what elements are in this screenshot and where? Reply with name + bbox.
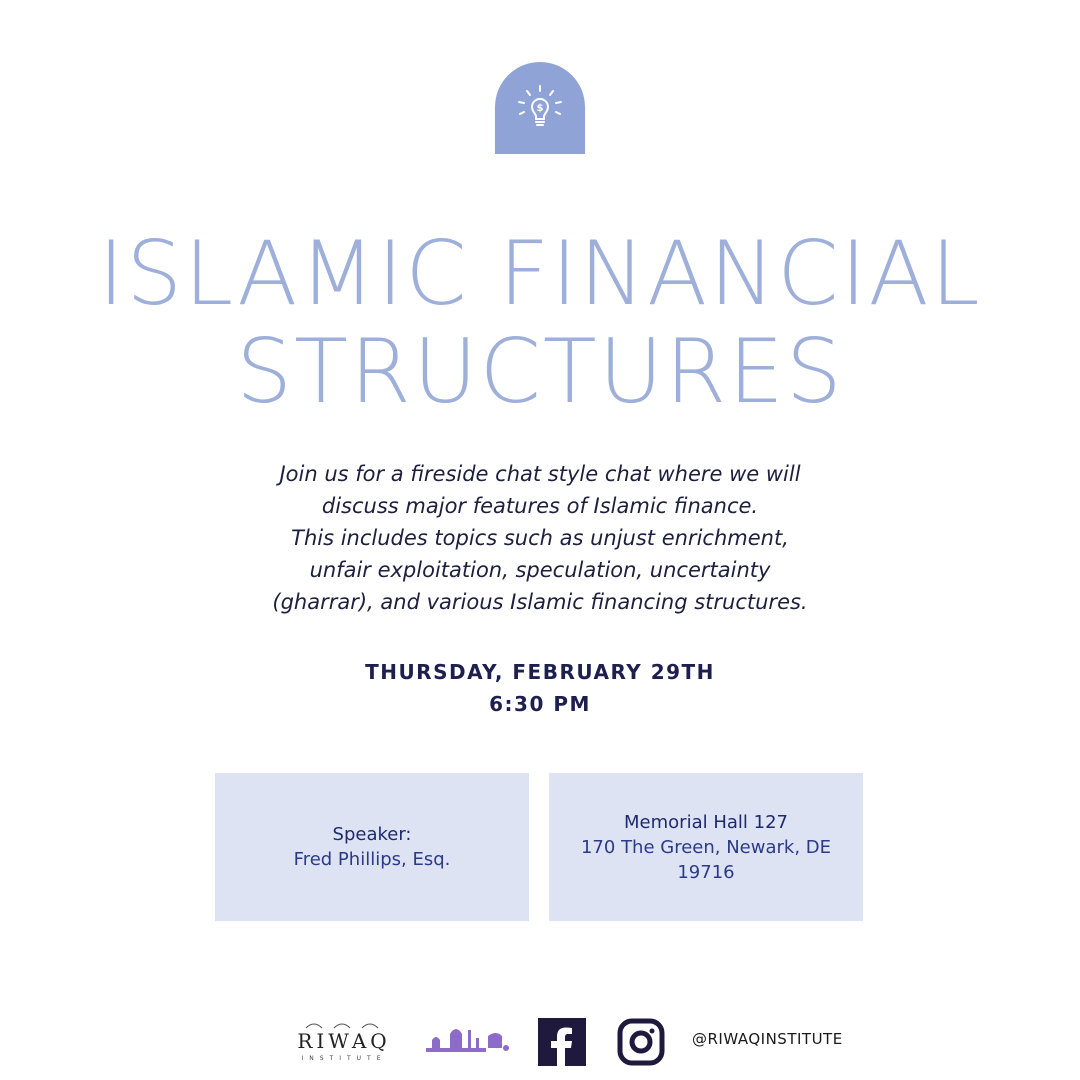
svg-text:$: $ bbox=[536, 103, 544, 114]
page-title-line1: ISLAMIC FINANCIAL bbox=[98, 222, 982, 325]
riwaq-logo-text: RIWAQ bbox=[297, 1029, 391, 1053]
location-zip: 19716 bbox=[677, 861, 735, 883]
madrasa-logo bbox=[422, 1018, 514, 1058]
page-title-line2: STRUCTURES bbox=[236, 320, 844, 423]
speaker-name: Fred Phillips, Esq. bbox=[293, 849, 451, 870]
event-time: 6:30 PM bbox=[489, 692, 591, 716]
description-line: (gharrar), and various Islamic financing structures. bbox=[272, 590, 808, 614]
event-date: THURSDAY, FEBRUARY 29TH bbox=[365, 660, 715, 684]
riwaq-logo bbox=[286, 1018, 402, 1062]
description-line: Join us for a fireside chat style chat where we will bbox=[279, 462, 801, 486]
description-line: unfair exploitation, speculation, uncertainty bbox=[309, 558, 771, 582]
lightbulb-dollar-icon bbox=[515, 84, 565, 134]
facebook-icon[interactable] bbox=[538, 1018, 586, 1066]
speaker-box bbox=[215, 773, 529, 921]
icon-arch-badge bbox=[495, 62, 585, 154]
speaker-label: Speaker: bbox=[332, 824, 412, 845]
location-box bbox=[549, 773, 863, 921]
event-description bbox=[190, 458, 890, 618]
description-line: This includes topics such as unjust enrichment, bbox=[291, 526, 789, 550]
riwaq-logo-subtext: INSTITUTE bbox=[301, 1055, 387, 1062]
location-hall: Memorial Hall 127 bbox=[624, 811, 788, 833]
description-line: discuss major features of Islamic finance. bbox=[321, 494, 759, 518]
location-address: 170 The Green, Newark, DE bbox=[580, 836, 832, 858]
instagram-icon[interactable] bbox=[617, 1018, 665, 1066]
social-handle[interactable]: @RIWAQINSTITUTE bbox=[692, 1030, 843, 1048]
